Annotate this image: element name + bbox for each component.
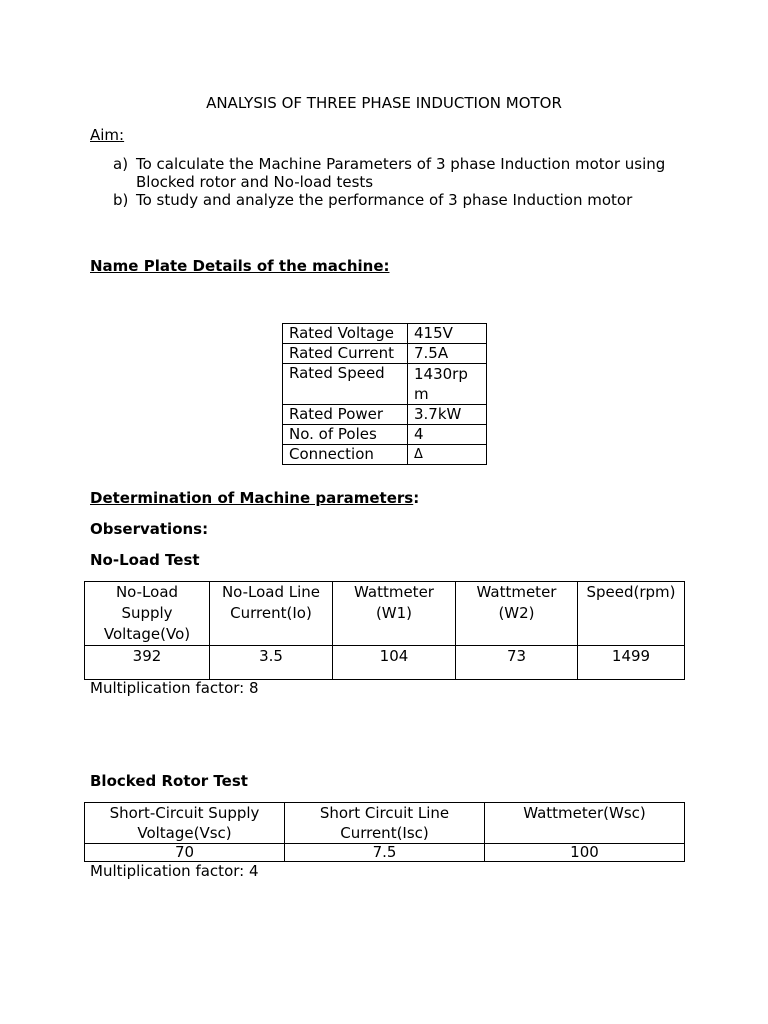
table-cell: 415V [408,324,487,344]
aim-item-a [113,155,713,191]
table-header-cell [578,582,685,646]
name-plate-table [282,323,487,465]
header-line: Supply [121,604,173,622]
document-title: ANALYSIS OF THREE PHASE INDUCTION MOTOR [206,94,562,112]
aim-item-line: Blocked rotor and No-load tests [136,173,374,191]
table-cell: Δ [408,445,487,465]
header-line: Short-Circuit Supply [109,804,260,822]
table-cell: Rated Speed [283,364,408,405]
machine-parameters-heading-colon: : [413,489,420,507]
header-line: Voltage(Vsc) [137,824,232,842]
table-cell: 392 [85,646,210,680]
header-line: Current(Isc) [340,824,429,842]
name-plate-heading: Name Plate Details of the machine: [90,257,390,275]
rated-speed-value-wrap: m [414,385,429,403]
header-line: (W1) [375,604,413,622]
table-header-cell [333,582,456,646]
table-cell: 7.5A [408,344,487,364]
machine-parameters-heading [90,488,419,508]
table-cell: Rated Power [283,405,408,425]
table-header-cell [456,582,578,646]
table-header-cell [285,803,485,844]
table-cell [408,364,487,405]
table-row [283,405,487,425]
table-cell: 70 [85,844,285,862]
table-header-cell [485,803,685,844]
header-line: Voltage(Vo) [103,625,191,643]
table-cell: No. of Poles [283,425,408,445]
table-cell: 3.5 [210,646,333,680]
blocked-rotor-heading: Blocked Rotor Test [90,772,248,790]
header-line: Current(Io) [230,604,312,622]
no-load-multiplication-factor: Multiplication factor: 8 [90,679,259,697]
table-cell: 1499 [578,646,685,680]
table-cell: 3.7kW [408,405,487,425]
aim-list [113,155,713,209]
table-cell: Rated Current [283,344,408,364]
aim-item-letter: a) [113,155,129,173]
table-row [85,646,685,680]
rated-speed-value: 1430rp [414,365,468,383]
table-cell: 100 [485,844,685,862]
header-line: No-Load [115,583,179,601]
no-load-table [84,581,685,680]
machine-parameters-heading-text: Determination of Machine parameters [90,489,414,507]
table-row [85,844,685,862]
aim-item-letter: b) [113,191,129,209]
header-line: Short Circuit Line [319,804,450,822]
header-line: (W2) [498,604,535,622]
header-line: Wattmeter [354,583,434,601]
table-row [283,425,487,445]
header-line: No-Load Line [221,583,321,601]
table-header-row [85,582,685,646]
aim-item-line: To calculate the Machine Parameters of 3 phase Induction motor using [136,155,666,173]
table-header-row [85,803,685,844]
table-cell: Connection [283,445,408,465]
table-header-cell [210,582,333,646]
blocked-rotor-table [84,802,685,862]
aim-heading-colon: : [119,126,125,144]
table-cell: 104 [333,646,456,680]
observations-heading: Observations: [90,520,209,538]
blocked-rotor-multiplication-factor: Multiplication factor: 4 [90,862,259,880]
aim-item-text [136,155,665,191]
header-line: Speed(rpm) [586,583,676,601]
aim-item-b [113,191,713,209]
table-header-cell [85,803,285,844]
table-row [283,324,487,344]
table-row [283,364,487,405]
table-cell: 4 [408,425,487,445]
header-line: Wattmeter [476,583,557,601]
header-line: Wattmeter(Wsc) [523,804,646,822]
table-cell: Rated Voltage [283,324,408,344]
aim-item-line: To study and analyze the performance of 3 phase Induction motor [136,191,633,209]
table-row [283,344,487,364]
no-load-heading: No-Load Test [90,551,200,569]
table-cell: 73 [456,646,578,680]
aim-heading-text: Aim [90,126,120,144]
table-row [283,445,487,465]
table-header-cell [85,582,210,646]
table-cell: 7.5 [285,844,485,862]
aim-heading [90,125,124,145]
